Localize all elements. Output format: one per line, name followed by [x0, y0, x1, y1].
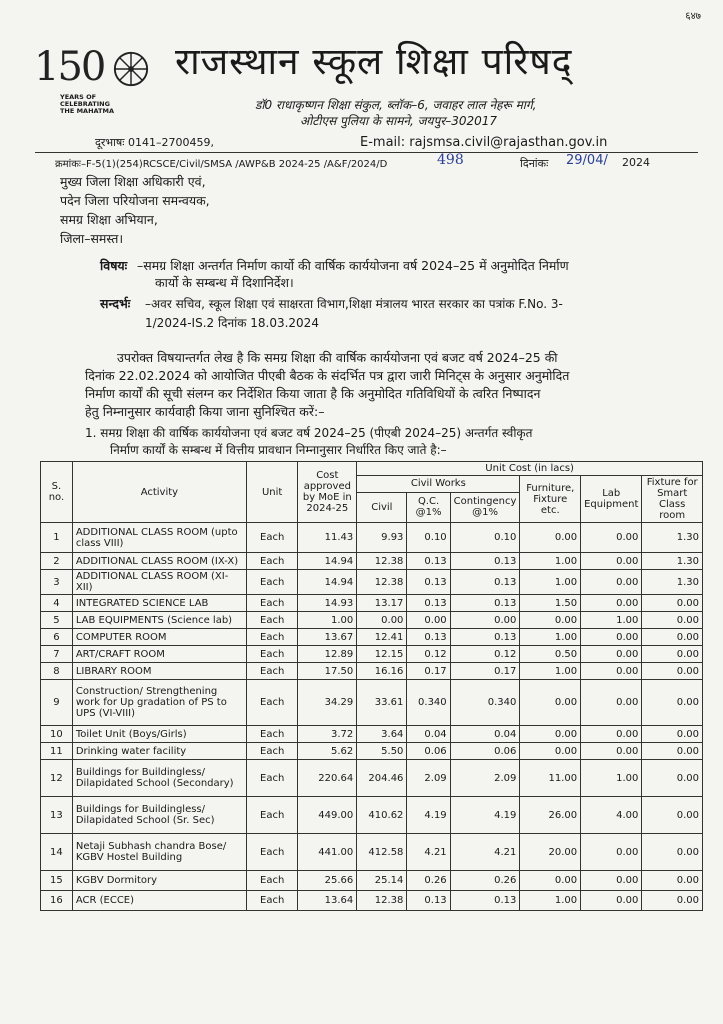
cell-fixture: 0.00 — [642, 891, 703, 911]
page-number: ६४७ — [685, 11, 701, 22]
cell-unit: Each — [246, 834, 297, 871]
cell-lab: 0.00 — [581, 743, 642, 760]
cell-civil: 12.38 — [357, 553, 407, 570]
body-line: निर्माण कार्यों की सूची संलग्न कर निर्देशित किया जाता है कि अनुमोदित गतिविधियों के त्वरित निष्पादन — [85, 386, 541, 401]
cell-furniture: 26.00 — [520, 797, 581, 834]
cell-unit: Each — [246, 760, 297, 797]
cell-unit: Each — [246, 726, 297, 743]
cell-unit: Each — [246, 553, 297, 570]
cell-lab: 0.00 — [581, 553, 642, 570]
cell-activity: COMPUTER ROOM — [72, 629, 246, 646]
cell-contingency: 0.13 — [450, 595, 520, 612]
cell-cost: 14.94 — [298, 570, 357, 595]
cell-activity: ADDITIONAL CLASS ROOM (XI-XII) — [72, 570, 246, 595]
cell-lab: 1.00 — [581, 760, 642, 797]
cell-activity: Toilet Unit (Boys/Girls) — [72, 726, 246, 743]
date-handwritten: 29/04/ — [566, 153, 608, 168]
cell-activity: ACR (ECCE) — [72, 891, 246, 911]
cell-cost: 449.00 — [298, 797, 357, 834]
table-row — [41, 743, 703, 760]
table-row — [41, 680, 703, 726]
body-line: दिनांक 22.02.2024 को आयोजित पीएबी बैठक के संदर्भित पत्र द्वारा जारी मिनिट्स के अनुसार अनुमोदित — [85, 368, 570, 383]
addressee-line: पदेन जिला परियोजना समन्वयक, — [60, 193, 210, 208]
cell-sno: 8 — [41, 663, 73, 680]
cell-cost: 5.62 — [298, 743, 357, 760]
cell-lab: 0.00 — [581, 726, 642, 743]
cell-unit: Each — [246, 646, 297, 663]
cell-sno: 11 — [41, 743, 73, 760]
cell-qc: 0.26 — [407, 871, 450, 891]
cell-sno: 3 — [41, 570, 73, 595]
cell-unit: Each — [246, 629, 297, 646]
gandhi-150-logo — [20, 42, 140, 115]
cell-civil: 204.46 — [357, 760, 407, 797]
charkha-wheel-icon — [112, 50, 150, 88]
unit-cost-table — [40, 461, 703, 911]
cell-unit: Each — [246, 871, 297, 891]
cell-activity: INTEGRATED SCIENCE LAB — [72, 595, 246, 612]
cell-furniture: 0.50 — [520, 646, 581, 663]
cell-qc: 0.12 — [407, 646, 450, 663]
cell-contingency: 4.21 — [450, 834, 520, 871]
table-row — [41, 612, 703, 629]
subject-line-2: कार्यो के सम्बन्ध में दिशानिर्देश। — [155, 275, 294, 290]
cell-civil: 12.41 — [357, 629, 407, 646]
cell-lab: 0.00 — [581, 523, 642, 553]
cell-fixture: 0.00 — [642, 760, 703, 797]
cell-sno: 5 — [41, 612, 73, 629]
cell-contingency: 0.26 — [450, 871, 520, 891]
cell-sno: 1 — [41, 523, 73, 553]
cell-lab: 0.00 — [581, 629, 642, 646]
cell-lab: 0.00 — [581, 646, 642, 663]
cell-lab: 0.00 — [581, 680, 642, 726]
cell-contingency: 0.13 — [450, 891, 520, 911]
header-sno: S. no. — [41, 462, 73, 523]
cell-fixture: 1.30 — [642, 553, 703, 570]
cell-civil: 12.38 — [357, 570, 407, 595]
cell-furniture: 1.50 — [520, 595, 581, 612]
table-row — [41, 629, 703, 646]
cell-civil: 16.16 — [357, 663, 407, 680]
cell-furniture: 11.00 — [520, 760, 581, 797]
cell-unit: Each — [246, 743, 297, 760]
table-row — [41, 834, 703, 871]
org-name: राजस्थान स्कूल शिक्षा परिषद् — [175, 40, 573, 83]
reference-line-1: –अवर सचिव, स्कूल शिक्षा एवं साक्षरता विभाग,शिक्षा मंत्रालय भारत सरकार का पत्रांक F.No. 3- — [145, 297, 563, 311]
cell-lab: 0.00 — [581, 663, 642, 680]
cell-sno: 7 — [41, 646, 73, 663]
cell-qc: 0.13 — [407, 891, 450, 911]
cell-cost: 17.50 — [298, 663, 357, 680]
cell-activity: Drinking water facility — [72, 743, 246, 760]
cell-sno: 9 — [41, 680, 73, 726]
cell-civil: 0.00 — [357, 612, 407, 629]
cell-fixture: 0.00 — [642, 726, 703, 743]
reference-label: सन्दर्भः — [100, 296, 131, 311]
cell-fixture: 0.00 — [642, 834, 703, 871]
cell-cost: 34.29 — [298, 680, 357, 726]
cell-qc: 4.21 — [407, 834, 450, 871]
cell-civil: 5.50 — [357, 743, 407, 760]
table-row — [41, 595, 703, 612]
cell-fixture: 0.00 — [642, 646, 703, 663]
cell-qc: 0.00 — [407, 612, 450, 629]
cell-sno: 4 — [41, 595, 73, 612]
cell-qc: 0.13 — [407, 570, 450, 595]
cell-sno: 2 — [41, 553, 73, 570]
cell-sno: 12 — [41, 760, 73, 797]
cell-furniture: 0.00 — [520, 871, 581, 891]
logo-number: 150 — [34, 44, 105, 90]
header-cost-approved: Cost approved by MoE in 2024-25 — [298, 462, 357, 523]
cell-cost: 220.64 — [298, 760, 357, 797]
cell-cost: 3.72 — [298, 726, 357, 743]
cell-fixture: 0.00 — [642, 595, 703, 612]
cell-activity: LAB EQUIPMENTS (Science lab) — [72, 612, 246, 629]
cell-furniture: 1.00 — [520, 570, 581, 595]
cell-qc: 0.340 — [407, 680, 450, 726]
cell-unit: Each — [246, 680, 297, 726]
header-qc: Q.C. @1% — [407, 492, 450, 522]
cell-cost: 1.00 — [298, 612, 357, 629]
cell-lab: 0.00 — [581, 891, 642, 911]
cell-cost: 13.64 — [298, 891, 357, 911]
cell-qc: 0.13 — [407, 629, 450, 646]
cell-sno: 14 — [41, 834, 73, 871]
header-smart-class-fixture: Fixture for Smart Class room — [642, 476, 703, 523]
cell-activity: Construction/ Strengthening work for Up gradation of PS to UPS (VI-VIII) — [72, 680, 246, 726]
header-unit-cost: Unit Cost (in lacs) — [357, 462, 703, 476]
cell-contingency: 0.10 — [450, 523, 520, 553]
cell-activity: ADDITIONAL CLASS ROOM (upto class VIII) — [72, 523, 246, 553]
cell-fixture: 0.00 — [642, 743, 703, 760]
cell-sno: 10 — [41, 726, 73, 743]
header-activity: Activity — [72, 462, 246, 523]
cell-contingency: 0.13 — [450, 629, 520, 646]
cell-activity: Netaji Subhash chandra Bose/ KGBV Hostel Building — [72, 834, 246, 871]
cell-fixture: 0.00 — [642, 612, 703, 629]
cell-contingency: 4.19 — [450, 797, 520, 834]
cell-unit: Each — [246, 612, 297, 629]
logo-tagline: YEARS OF CELEBRATING THE MAHATMA — [60, 93, 114, 115]
table-row — [41, 891, 703, 911]
cell-contingency: 0.00 — [450, 612, 520, 629]
table-row — [41, 570, 703, 595]
header-civil: Civil — [357, 492, 407, 522]
cell-furniture: 0.00 — [520, 612, 581, 629]
cell-qc: 0.13 — [407, 553, 450, 570]
date-label: दिनांकः — [520, 157, 549, 170]
table-row — [41, 797, 703, 834]
point-1-line-2: निर्माण कार्यों के सम्बन्ध में वित्तीय प्रावधान निम्नानुसार निर्धारित किए जाते है:– — [110, 443, 447, 457]
cell-fixture: 0.00 — [642, 629, 703, 646]
cell-fixture: 0.00 — [642, 797, 703, 834]
cell-fixture: 1.30 — [642, 523, 703, 553]
reference-line-2: 1/2024-IS.2 दिनांक 18.03.2024 — [145, 316, 319, 330]
cell-sno: 13 — [41, 797, 73, 834]
cell-lab: 0.00 — [581, 871, 642, 891]
addressee-line: जिला–समस्त। — [60, 231, 124, 246]
cell-lab: 0.00 — [581, 570, 642, 595]
cell-qc: 4.19 — [407, 797, 450, 834]
cell-civil: 410.62 — [357, 797, 407, 834]
cell-unit: Each — [246, 891, 297, 911]
cell-furniture: 0.00 — [520, 726, 581, 743]
cell-lab: 4.00 — [581, 797, 642, 834]
cell-qc: 0.13 — [407, 595, 450, 612]
body-line: उपरोक्त विषयान्तर्गत लेख है कि समग्र शिक्षा की वार्षिक कार्ययोजना एवं बजट वर्ष 2024–25 की — [117, 350, 558, 365]
cell-activity: Buildings for Buildingless/ Dilapidated School (Sr. Sec) — [72, 797, 246, 834]
cell-contingency: 0.17 — [450, 663, 520, 680]
cell-cost: 11.43 — [298, 523, 357, 553]
point-1-line-1: 1. समग्र शिक्षा की वार्षिक कार्ययोजना एवं बजट वर्ष 2024–25 (पीएबी 2024–25) अन्तर्गत स्वीकृत — [85, 426, 533, 440]
table-row — [41, 663, 703, 680]
cell-sno: 6 — [41, 629, 73, 646]
cell-cost: 25.66 — [298, 871, 357, 891]
reference-number: क्रमांकः–F-5(1)(254)RCSCE/Civil/SMSA /AWP&B 2024-25 /A&F/2024/D — [55, 159, 388, 170]
table-row — [41, 646, 703, 663]
cell-civil: 12.38 — [357, 891, 407, 911]
cell-civil: 33.61 — [357, 680, 407, 726]
cell-civil: 3.64 — [357, 726, 407, 743]
subject-line-1: –समग्र शिक्षा अन्तर्गत निर्माण कार्यो की वार्षिक कार्ययोजना वर्ष 2024–25 में अनुमोदित निर्माण — [137, 258, 569, 273]
cell-cost: 14.93 — [298, 595, 357, 612]
cell-cost: 441.00 — [298, 834, 357, 871]
table-row — [41, 523, 703, 553]
cell-contingency: 2.09 — [450, 760, 520, 797]
cell-lab: 0.00 — [581, 834, 642, 871]
cell-cost: 14.94 — [298, 553, 357, 570]
cell-unit: Each — [246, 797, 297, 834]
cell-furniture: 1.00 — [520, 663, 581, 680]
header-unit: Unit — [246, 462, 297, 523]
cell-lab: 1.00 — [581, 612, 642, 629]
dispatch-number: 498 — [437, 152, 464, 168]
cell-qc: 0.17 — [407, 663, 450, 680]
cell-civil: 13.17 — [357, 595, 407, 612]
cell-furniture: 1.00 — [520, 891, 581, 911]
cell-qc: 0.06 — [407, 743, 450, 760]
cell-contingency: 0.340 — [450, 680, 520, 726]
header-contingency: Contingency @1% — [450, 492, 520, 522]
cell-fixture: 1.30 — [642, 570, 703, 595]
cell-lab: 0.00 — [581, 595, 642, 612]
cell-cost: 13.67 — [298, 629, 357, 646]
cell-furniture: 1.00 — [520, 553, 581, 570]
cell-unit: Each — [246, 595, 297, 612]
cell-fixture: 0.00 — [642, 663, 703, 680]
cell-contingency: 0.13 — [450, 570, 520, 595]
email: E-mail: rajsmsa.civil@rajasthan.gov.in — [360, 135, 608, 150]
cell-civil: 412.58 — [357, 834, 407, 871]
cell-qc: 0.04 — [407, 726, 450, 743]
cell-contingency: 0.12 — [450, 646, 520, 663]
date-year: 2024 — [622, 156, 650, 169]
cell-activity: Buildings for Buildingless/ Dilapidated School (Secondary) — [72, 760, 246, 797]
addressee-line: मुख्य जिला शिक्षा अधिकारी एवं, — [60, 174, 206, 189]
cell-sno: 15 — [41, 871, 73, 891]
table-row — [41, 726, 703, 743]
cell-unit: Each — [246, 523, 297, 553]
cell-contingency: 0.04 — [450, 726, 520, 743]
cell-fixture: 0.00 — [642, 871, 703, 891]
cell-activity: ADDITIONAL CLASS ROOM (IX-X) — [72, 553, 246, 570]
body-line: हेतु निम्नानुसार कार्यवाही किया जाना सुनिश्चित करें:– — [85, 404, 325, 419]
addressee-line: समग्र शिक्षा अभियान, — [60, 212, 158, 227]
cell-unit: Each — [246, 570, 297, 595]
cell-civil: 25.14 — [357, 871, 407, 891]
cell-furniture: 20.00 — [520, 834, 581, 871]
cell-civil: 9.93 — [357, 523, 407, 553]
cell-unit: Each — [246, 663, 297, 680]
cell-qc: 2.09 — [407, 760, 450, 797]
cell-contingency: 0.06 — [450, 743, 520, 760]
cell-furniture: 0.00 — [520, 743, 581, 760]
cell-activity: ART/CRAFT ROOM — [72, 646, 246, 663]
cell-fixture: 0.00 — [642, 680, 703, 726]
address-line-2: ओटीएस पुलिया के सामने, जयपुर–302017 — [300, 114, 498, 128]
cell-contingency: 0.13 — [450, 553, 520, 570]
cell-civil: 12.15 — [357, 646, 407, 663]
header-lab-equipment: Lab Equipment — [581, 476, 642, 523]
cell-cost: 12.89 — [298, 646, 357, 663]
phone: दूरभाषः 0141–2700459, — [95, 136, 214, 149]
cell-qc: 0.10 — [407, 523, 450, 553]
subject-label: विषयः — [100, 258, 128, 273]
cell-activity: KGBV Dormitory — [72, 871, 246, 891]
cell-furniture: 0.00 — [520, 523, 581, 553]
cell-furniture: 1.00 — [520, 629, 581, 646]
header-civil-works: Civil Works — [357, 476, 520, 493]
address-line-1: डॉ0 राधाकृष्णन शिक्षा संकुल, ब्लॉक–6, जवाहर लाल नेहरू मार्ग, — [255, 98, 537, 112]
table-row — [41, 760, 703, 797]
table-row — [41, 553, 703, 570]
table-row — [41, 871, 703, 891]
header-furniture: Furniture, Fixture etc. — [520, 476, 581, 523]
cell-furniture: 0.00 — [520, 680, 581, 726]
cell-sno: 16 — [41, 891, 73, 911]
cell-activity: LIBRARY ROOM — [72, 663, 246, 680]
